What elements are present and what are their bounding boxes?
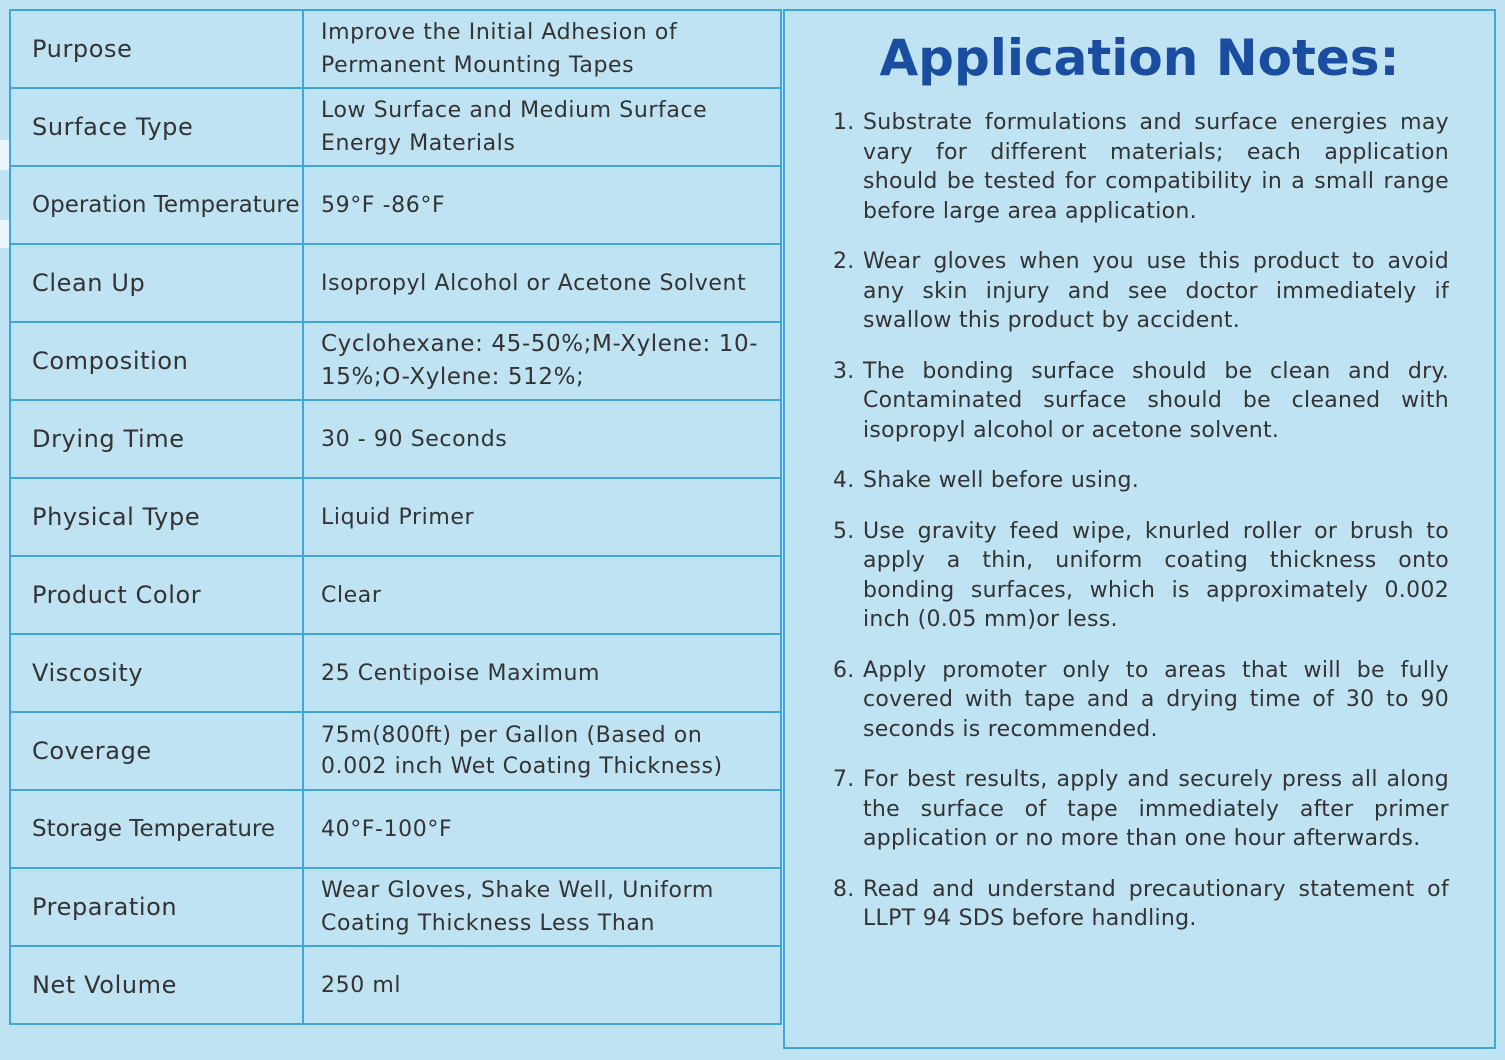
notes-title: Application Notes: xyxy=(879,29,1400,87)
spec-value: 75m(800ft) per Gallon (Based on 0.002 inch Wet Coating Thickness) xyxy=(303,712,781,790)
table-row xyxy=(10,790,781,868)
list-item xyxy=(833,247,1449,336)
spec-value: Clear xyxy=(303,556,781,634)
spec-label: Preparation xyxy=(10,868,303,946)
spec-value: Wear Gloves, Shake Well, Uniform Coating Thickness Less Than xyxy=(303,868,781,946)
note-text: For best results, apply and securely press all along the surface of tape immediately after primer application or no more than one hour afterwards. xyxy=(863,767,1449,851)
table-row xyxy=(10,10,781,88)
table-row xyxy=(10,322,781,400)
spec-value: 30 - 90 Seconds xyxy=(303,400,781,478)
spec-value: Improve the Initial Adhesion of Permanent Mounting Tapes xyxy=(303,10,781,88)
list-item xyxy=(833,466,1449,496)
table-row xyxy=(10,478,781,556)
spec-label: Purpose xyxy=(10,10,303,88)
edge-highlight xyxy=(0,220,9,248)
spec-label: Product Color xyxy=(10,556,303,634)
list-item xyxy=(833,108,1449,226)
list-item xyxy=(833,765,1449,854)
spec-value: Liquid Primer xyxy=(303,478,781,556)
list-item xyxy=(833,517,1449,635)
spec-label: Net Volume xyxy=(10,946,303,1024)
spec-label: Coverage xyxy=(10,712,303,790)
note-number: 2. xyxy=(833,249,855,274)
list-item xyxy=(833,357,1449,446)
note-text: Apply promoter only to areas that will be fully covered with tape and a drying time of 30 to 90 seconds is recommended. xyxy=(863,657,1449,742)
note-number: 6. xyxy=(833,657,855,683)
table-row xyxy=(10,556,781,634)
spec-label: Drying Time xyxy=(10,400,303,478)
note-number: 3. xyxy=(833,358,855,384)
spec-label: Operation Temperature xyxy=(10,166,303,244)
spec-label: Physical Type xyxy=(10,478,303,556)
note-number: 5. xyxy=(833,518,855,544)
note-number: 8. xyxy=(833,876,855,902)
spec-value: Isopropyl Alcohol or Acetone Solvent xyxy=(303,244,781,322)
spec-label: Viscosity xyxy=(10,634,303,712)
spec-value: 25 Centipoise Maximum xyxy=(303,634,781,712)
table-row xyxy=(10,244,781,322)
spec-value: Low Surface and Medium Surface Energy Materials xyxy=(303,88,781,166)
list-item xyxy=(833,875,1449,934)
note-text: Shake well before using. xyxy=(863,468,1140,493)
edge-highlight xyxy=(0,140,9,170)
table-row xyxy=(10,634,781,712)
note-number: 7. xyxy=(833,767,855,792)
note-text: Wear gloves when you use this product to avoid any skin injury and see doctor immediately if swallow this product by accident. xyxy=(863,249,1449,333)
table-row xyxy=(10,88,781,166)
table-row xyxy=(10,712,781,790)
note-text: Use gravity feed wipe, knurled roller or brush to apply a thin, uniform coating thickness onto bonding surfaces, which is approximately 0.002 inch (0.05 mm)or less. xyxy=(863,518,1449,632)
spec-value: 250 ml xyxy=(303,946,781,1024)
note-text: Read and understand precautionary statement of LLPT 94 SDS before handling. xyxy=(863,876,1449,931)
spec-label: Storage Temperature xyxy=(10,790,303,868)
spec-value: Cyclohexane: 45-50%;M-Xylene: 10-15%;O-Xylene: 512%; xyxy=(303,322,781,400)
table-row xyxy=(10,946,781,1024)
note-text: The bonding surface should be clean and dry. Contaminated surface should be cleaned with isopropyl alcohol or acetone solvent. xyxy=(863,358,1449,443)
list-item xyxy=(833,656,1449,745)
table-row xyxy=(10,400,781,478)
spec-value: 59°F -86°F xyxy=(303,166,781,244)
spec-label: Surface Type xyxy=(10,88,303,166)
spec-value: 40°F-100°F xyxy=(303,790,781,868)
spec-label: Clean Up xyxy=(10,244,303,322)
table-row xyxy=(10,868,781,946)
notes-list xyxy=(833,108,1449,955)
note-text: Substrate formulations and surface energies may vary for different materials; each application should be tested for compatibility in a small range before large area application. xyxy=(863,110,1449,224)
note-number: 1. xyxy=(833,110,855,135)
note-number: 4. xyxy=(833,468,855,493)
table-row xyxy=(10,166,781,244)
specification-table xyxy=(9,9,782,1025)
spec-label: Composition xyxy=(10,322,303,400)
application-notes-panel xyxy=(783,9,1496,1049)
